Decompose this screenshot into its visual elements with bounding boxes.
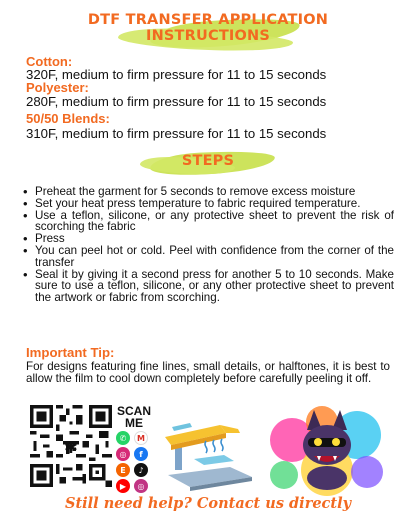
whatsapp-icon[interactable]: ✆: [116, 431, 130, 445]
etsy-icon[interactable]: E: [116, 463, 130, 477]
tip-body: For designs featuring fine lines, small details, or halftones, it is best to allow the film to cool down completely before carefully peeling it off.: [26, 360, 390, 385]
list-item: • Use a teflon, silicone, or any protective sheet to prevent the risk of scorching the fabric: [22, 210, 394, 234]
steps-title: STEPS: [181, 153, 235, 169]
instagram-icon[interactable]: ◎: [134, 479, 148, 493]
wolf-artwork: [262, 400, 392, 500]
facebook-icon[interactable]: f: [134, 447, 148, 461]
heat-press-icon: [160, 415, 260, 495]
instagram-icon[interactable]: ◎: [116, 447, 130, 461]
blends-settings: 310F, medium to firm pressure for 11 to 15 seconds: [26, 126, 327, 141]
list-item: • Set your heat press temperature to fabric required temperature.: [22, 198, 394, 210]
polyester-label: Polyester:: [26, 80, 89, 95]
gmail-icon[interactable]: M: [134, 431, 148, 445]
list-item: • Press: [22, 233, 394, 245]
page-title-line2: INSTRUCTIONS: [145, 28, 271, 44]
tip-heading: Important Tip:: [26, 345, 115, 360]
list-item: • You can peel hot or cold. Peel with confidence from the corner of the transfer: [22, 245, 394, 269]
list-item: • Preheat the garment for 5 seconds to remove excess moisture: [22, 186, 394, 198]
blends-label: 50/50 Blends:: [26, 111, 110, 126]
youtube-icon[interactable]: ▶: [116, 479, 130, 493]
tiktok-icon[interactable]: ♪: [134, 463, 148, 477]
contact-help-text[interactable]: Still need help? Contact us directly: [64, 495, 352, 512]
svg-text:✱: ✱: [64, 437, 78, 457]
cotton-label: Cotton:: [26, 54, 73, 69]
scan-me-label: SCAN ME: [116, 404, 151, 430]
social-icons: [116, 431, 152, 493]
qr-code[interactable]: [30, 405, 112, 487]
page-title-line1: DTF TRANSFER APPLICATION: [87, 12, 329, 28]
steps-list: [22, 186, 394, 304]
cotton-settings: 320F, medium to firm pressure for 11 to 15 seconds: [26, 67, 327, 82]
list-item: • Seal it by giving it a second press for another 5 to 10 seconds. Make sure to use a teflon, silicone, or any other protective sheet to prevent the artwork or fabric from scorching.: [22, 269, 394, 304]
polyester-settings: 280F, medium to firm pressure for 11 to 15 seconds: [26, 94, 327, 109]
